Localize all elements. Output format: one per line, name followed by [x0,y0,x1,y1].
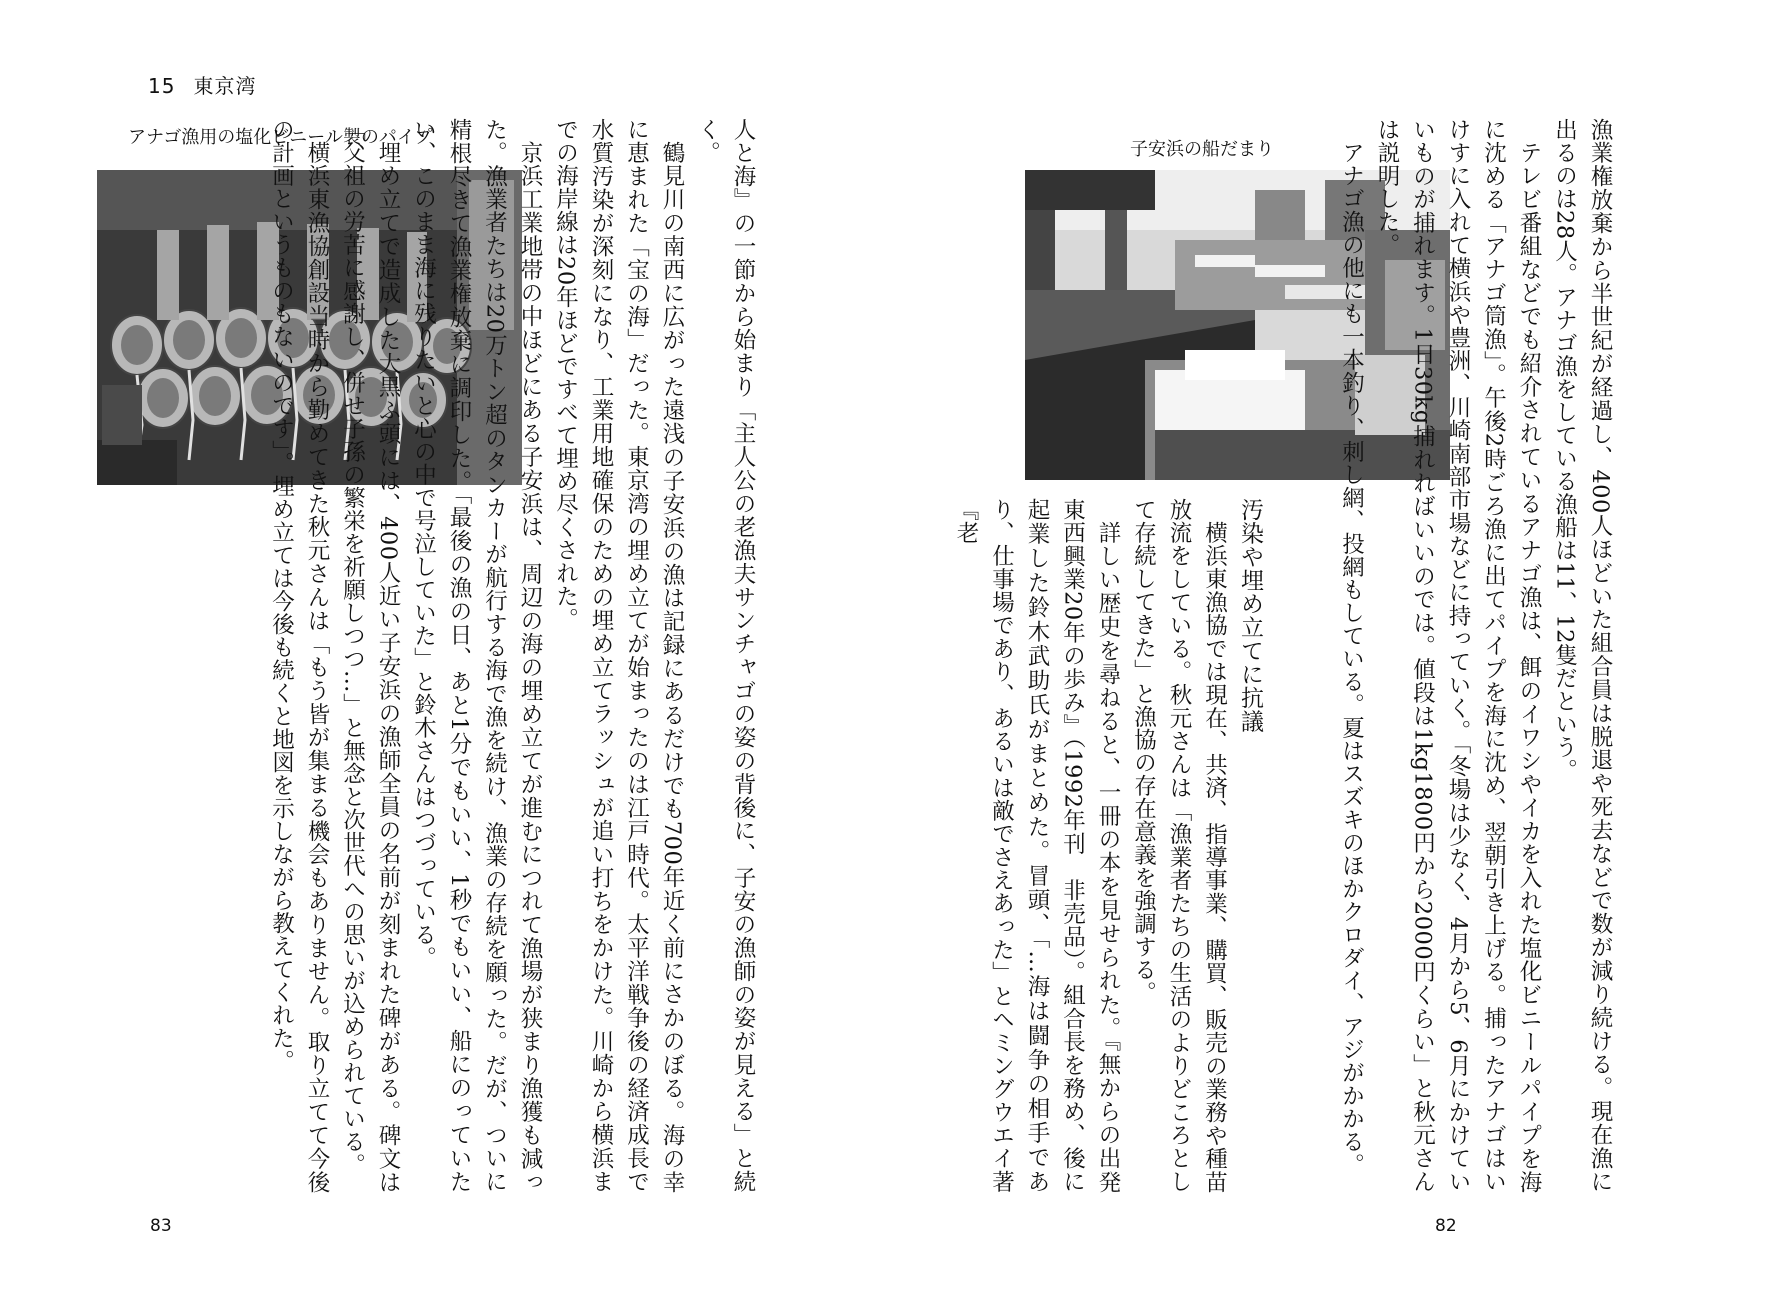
paragraph: 鶴見川の南西に広がった遠浅の子安浜の漁は記録にあるだけでも700年近く前にさかのぼる。海の幸に恵まれた「宝の海」だった。東京湾の埋め立てが始まったのは江戸時代。太平洋戦争後の経済成長で水質汚染が深刻になり、工業用地確保のための埋め立てラッシュが追い打ちをかけた。川崎から横浜までの海岸線は20年ほどですべて埋め尽くされた。 [552,118,685,1193]
paragraph: 横浜東漁協では現在、共済、指導事業、購買、販売の業務や種苗放流をしている。秋元さんは「漁業者たちの生活のよりどころとして存続してきた」と漁協の存在意義を強調する。 [1130,498,1228,1193]
chapter-title: 東京湾 [193,74,257,98]
paragraph: 横浜東漁協創設当時から勤めてきた秋元さんは「もう皆が集まる機会もありません。取り立てて今後の計画というものもないのです」。埋め立ては今後も続くと地図を示しながら教えてくれた。 [268,118,330,1193]
paragraph: 人と海』の一節から始まり「主人公の老漁夫サンチャゴの姿の背後に、子安の漁師の姿が見える」と続く。 [694,118,756,1193]
running-head [148,70,256,99]
page-number-left: 83 [150,1216,172,1236]
photo-caption-pipes: アナゴ漁用の塩化ビニール製のパイプ [128,127,433,148]
paragraph: テレビ番組などでも紹介されているアナゴ漁は、餌のイワシやイカを入れた塩化ビニールパイプを海に沈める「アナゴ筒漁」。午後2時ごろ漁に出てパイプを海に沈め、翌朝引き上げる。捕ったアナゴはいけすに入れて横浜や豊洲、川崎南部市場などに持っていく。「冬場は少なく、4月から5、6月にかけていいものが捕れます。1日30kg捕れればいいのでは。値段は1kg1800円から2000円くらい」と秋元さんは説明した。 [1374,118,1542,1193]
right-page [887,0,1774,1303]
paragraph: アナゴ漁の他にも一本釣り、刺し網、投網もしている。夏はスズキのほかクロダイ、アジがかかる。 [1338,140,1365,1176]
right-page-upper-body [1282,118,1617,1193]
left-page-body [170,118,760,1193]
paragraph: 京浜工業地帯の中ほどにある子安浜は、周辺の海の埋め立てが進むにつれて漁場が狭まり漁獲も減った。漁業者たちは20万トン超のタンカーが航行する海で漁を続け、漁業の存続を願った。だが、ついに精根尽きて漁業権放棄に調印した。「最後の漁の日、あと1分でもいい、1秒でもいい、船にのっていたい、このまま海に残りたいと心の中で号泣していた」と鈴木さんはつづっている。 [410,118,543,1193]
section-heading: 汚染や埋め立てに抗議 [1237,498,1263,733]
paragraph: 漁業権放棄から半世紀が経過し、400人ほどいた組合員は脱退や死去などで数が減り続ける。現在漁に出るのは28人。アナゴ漁をしている漁船は11、12隻だという。 [1551,118,1613,1193]
chapter-number: 15 [148,74,176,98]
photo-caption-harbor: 子安浜の船だまり [1130,139,1274,160]
paragraph: 詳しい歴史を尋ねると、一冊の本を見せられた。『無からの出発東西興業20年の歩み』（1992年刊 非売品）。組合長を務め、後に起業した鈴木武助氏がまとめた。冒頭、「…海は闘争の相手であり、仕事場であり、あるいは敵でさえあった」とヘミングウエイ著『老 [953,498,1121,1193]
paragraph: 埋め立てで造成した大黒ふ頭には、400人近い子安浜の漁師全員の名前が刻まれた碑がある。碑文は「父祖の労苦に感謝し、併せ子孫の繁栄を祈願しつつ…」と無念と次世代への思いが込められている。 [339,118,401,1193]
page-number-right: 82 [1435,1216,1457,1236]
right-page-lower-body [953,498,1267,1193]
